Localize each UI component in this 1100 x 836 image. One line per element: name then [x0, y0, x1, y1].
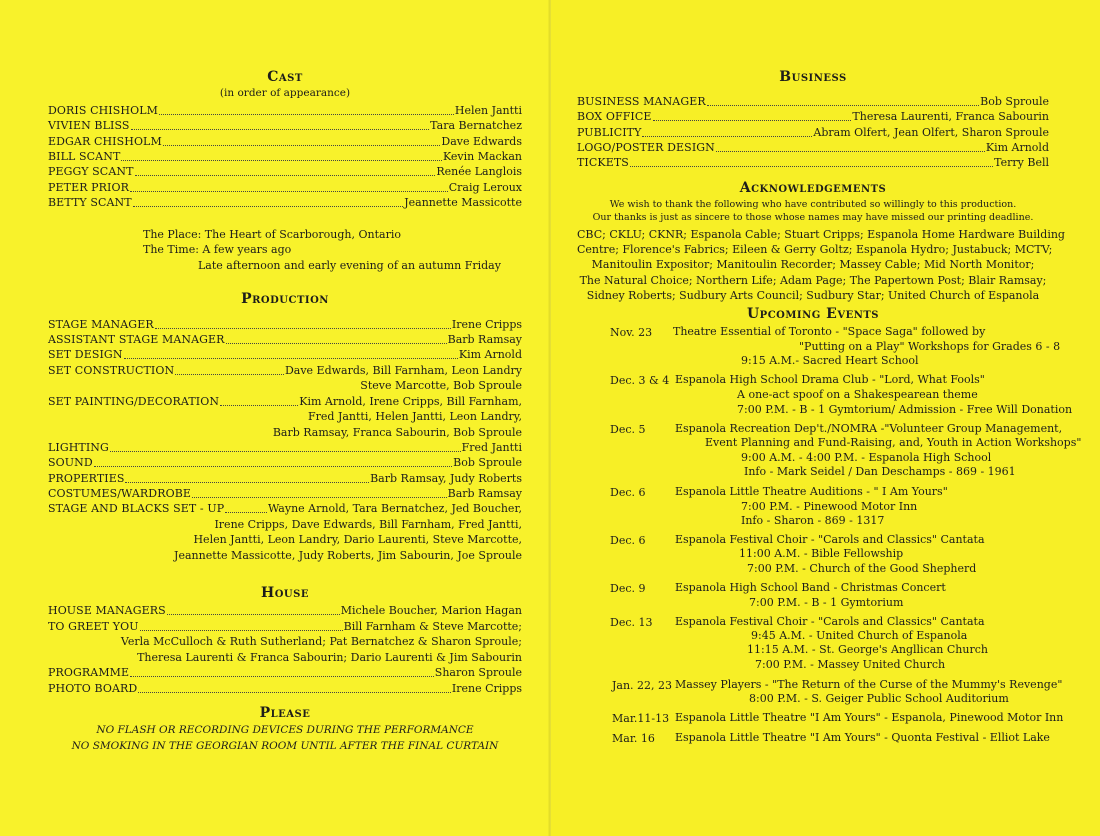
event-line: Espanola Recreation Dep't./NOMRA -"Volunteer Group Management, [675, 422, 1063, 435]
production-heading: Production [241, 291, 329, 307]
production-continuation: Helen Jantti, Leon Landry, Dario Laurenti, Steve Marcotte, [193, 533, 522, 546]
acknowledgements-heading: Acknowledgements [739, 180, 887, 196]
production-continuation: Irene Cripps, Dave Edwards, Bill Farnham, Fred Jantti, [214, 518, 522, 531]
event-line: Espanola High School Drama Club - "Lord, What Fools" [675, 373, 985, 386]
event-line: Espanola Festival Choir - "Carols and Classics" Cantata [675, 615, 985, 628]
event-line: 9:00 A.M. - 4:00 P.M. - Espanola High School [741, 451, 992, 464]
events-heading: Upcoming Events [746, 306, 880, 322]
event-date: Nov. 23 [610, 326, 653, 339]
please-heading: Please [259, 705, 311, 721]
production-row: STAGE AND BLACKS SET - UP Wayne Arnold, Tara Bernatchez, Jed Boucher, [48, 502, 522, 515]
cast-row: PEGGY SCANT Renée Langlois [48, 165, 522, 178]
house-continuation: Theresa Laurenti & Franca Sabourin; Dario Laurenti & Jim Sabourin [137, 651, 522, 664]
house-row: HOUSE MANAGERS Michele Boucher, Marion Hagan [48, 604, 522, 617]
production-continuation: Jeannette Massicotte, Judy Roberts, Jim Sabourin, Joe Sproule [174, 549, 522, 562]
production-row: COSTUMES/WARDROBE Barb Ramsay [48, 487, 522, 500]
house-row: TO GREET YOU Bill Farnham & Steve Marcotte; [48, 620, 522, 633]
event-line: "Putting on a Play" Workshops for Grades 6 - 8 [799, 340, 1061, 353]
production-row: SET PAINTING/DECORATION Kim Arnold, Irene Cripps, Bill Farnham, [48, 395, 522, 408]
acknowledgements-line: The Natural Choice; Northern Life; Adam Page; The Papertown Post; Blair Ramsay; [579, 274, 1047, 287]
event-line: Espanola Festival Choir - "Carols and Classics" Cantata [675, 533, 985, 546]
event-line: 9:45 A.M. - United Church of Espanola [751, 629, 968, 642]
setting-time-detail: Late afternoon and early evening of an autumn Friday [198, 259, 501, 272]
event-line: 7:00 P.M. - B - 1 Gymtorium [749, 596, 904, 609]
event-line: 7:00 P.M. - B - 1 Gymtorium/ Admission - Free Will Donation [737, 403, 1073, 416]
event-line: Info - Mark Seidel / Dan Deschamps - 869 - 1961 [744, 465, 1016, 478]
cast-row: DORIS CHISHOLM Helen Jantti [48, 104, 522, 117]
production-row: LIGHTING Fred Jantti [48, 441, 522, 454]
setting-time: The Time: A few years ago [143, 243, 292, 256]
event-line: A one-act spoof on a Shakespearean theme [737, 388, 978, 401]
house-heading: House [260, 585, 309, 601]
event-line: Theatre Essential of Toronto - "Space Saga" followed by [673, 325, 986, 338]
event-date: Dec. 9 [610, 582, 646, 595]
event-date: Dec. 3 & 4 [610, 374, 670, 387]
production-row: PROPERTIES Barb Ramsay, Judy Roberts [48, 472, 522, 485]
acknowledgements-line: CBC; CKLU; CKNR; Espanola Cable; Stuart Cripps; Espanola Home Hardware Building [577, 228, 1065, 241]
house-continuation: Verla McCulloch & Ruth Sutherland; Pat Bernatchez & Sharon Sproule; [120, 635, 522, 648]
production-continuation: Barb Ramsay, Franca Sabourin, Bob Sproule [272, 426, 522, 439]
acknowledgements-intro: We wish to thank the following who have contributed so willingly to this production. [609, 199, 1017, 210]
right-page [551, 0, 1100, 836]
cast-row: PETER PRIOR Craig Leroux [48, 181, 522, 194]
event-line: 11:00 A.M. - Bible Fellowship [739, 547, 904, 560]
event-line: 8:00 P.M. - S. Geiger Public School Auditorium [749, 692, 1009, 705]
event-line: 7:00 P.M. - Church of the Good Shepherd [747, 562, 977, 575]
cast-subtitle: (in order of appearance) [219, 87, 351, 99]
event-line: Info - Sharon - 869 - 1317 [741, 514, 885, 527]
event-line: 7:00 P.M. - Massey United Church [755, 658, 946, 671]
production-continuation: Fred Jantti, Helen Jantti, Leon Landry, [308, 410, 522, 423]
house-row: PHOTO BOARD Irene Cripps [48, 682, 522, 695]
event-date: Jan. 22, 23 [612, 679, 673, 692]
event-date: Mar. 16 [612, 732, 655, 745]
business-row: TICKETS Terry Bell [577, 156, 1049, 169]
event-line: Espanola Little Theatre "I Am Yours" - Espanola, Pinewood Motor Inn [675, 711, 1064, 724]
event-date: Dec. 5 [610, 423, 646, 436]
production-row: SOUND Bob Sproule [48, 456, 522, 469]
event-line: Massey Players - "The Return of the Curse of the Mummy's Revenge" [675, 678, 1063, 691]
setting-place: The Place: The Heart of Scarborough, Ontario [143, 228, 401, 241]
acknowledgements-line: Sidney Roberts; Sudbury Arts Council; Sudbury Star; United Church of Espanola [586, 289, 1040, 302]
event-line: Event Planning and Fund-Raising, and, Youth in Action Workshops" [705, 436, 1082, 449]
notice-line: NO SMOKING IN THE GEORGIAN ROOM UNTIL AFTER THE FINAL CURTAIN [71, 740, 499, 752]
business-heading: Business [779, 69, 847, 85]
business-row: BOX OFFICE Theresa Laurenti, Franca Sabourin [577, 110, 1049, 123]
production-continuation: Steve Marcotte, Bob Sproule [360, 379, 522, 392]
event-date: Dec. 13 [610, 616, 653, 629]
acknowledgements-line: Centre; Florence's Fabrics; Eileen & Gerry Goltz; Espanola Hydro; Justabuck; MCTV; [577, 243, 1053, 256]
event-line: 7:00 P.M. - Pinewood Motor Inn [741, 500, 918, 513]
cast-row: BILL SCANT Kevin Mackan [48, 150, 522, 163]
event-date: Dec. 6 [610, 534, 646, 547]
event-line: Espanola High School Band - Christmas Concert [675, 581, 946, 594]
business-row: LOGO/POSTER DESIGN Kim Arnold [577, 141, 1049, 154]
acknowledgements-intro: Our thanks is just as sincere to those whose names may have missed our printing deadline. [592, 212, 1034, 223]
production-row: SET CONSTRUCTION Dave Edwards, Bill Farnham, Leon Landry [48, 364, 522, 377]
acknowledgements-line: Manitoulin Expositor; Manitoulin Recorder; Massey Cable; Mid North Monitor; [591, 258, 1035, 271]
cast-row: VIVIEN BLISS Tara Bernatchez [48, 119, 522, 132]
event-date: Mar.11-13 [612, 712, 670, 725]
house-row: PROGRAMME Sharon Sproule [48, 666, 522, 679]
cast-heading: Cast [267, 69, 303, 85]
cast-row: EDGAR CHISHOLM Dave Edwards [48, 135, 522, 148]
business-row: PUBLICITY Abram Olfert, Jean Olfert, Sharon Sproule [577, 126, 1049, 139]
production-row: SET DESIGN Kim Arnold [48, 348, 522, 361]
production-row: ASSISTANT STAGE MANAGER Barb Ramsay [48, 333, 522, 346]
event-line: Espanola Little Theatre Auditions - " I Am Yours" [675, 485, 948, 498]
cast-row: BETTY SCANT Jeannette Massicotte [48, 196, 522, 209]
notice-line: NO FLASH OR RECORDING DEVICES DURING THE PERFORMANCE [96, 724, 474, 736]
production-row: STAGE MANAGER Irene Cripps [48, 318, 522, 331]
event-line: 11:15 A.M. - St. George's Angllican Church [747, 643, 988, 656]
event-line: 9:15 A.M.- Sacred Heart School [741, 354, 919, 367]
event-line: Espanola Little Theatre "I Am Yours" - Quonta Festival - Elliot Lake [675, 731, 1050, 744]
business-row: BUSINESS MANAGER Bob Sproule [577, 95, 1049, 108]
event-date: Dec. 6 [610, 486, 646, 499]
